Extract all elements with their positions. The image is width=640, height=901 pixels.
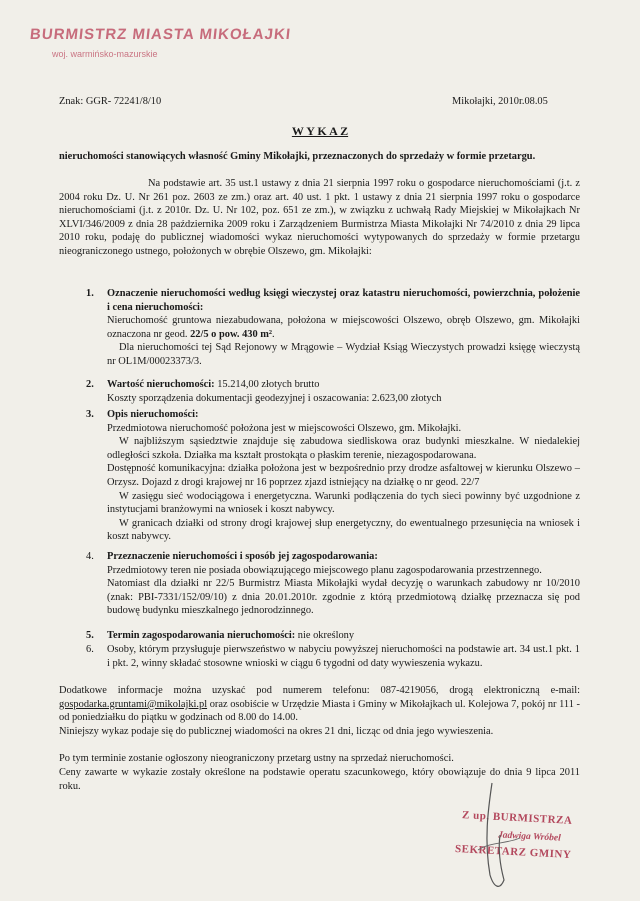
intro-paragraph: Na podstawie art. 35 ust.1 ustawy z dnia 21 sierpnia 1997 roku o gospodarce nieruchomościami (j.t. z 2004 roku Dz. U. Nr 261 poz. 2603 ze zm.) oraz art. 40 ust. 1 pkt. 1 ustawy z dnia 21 sierpnia 1997 roku o gospodarce nieruchomościami (j.t. z 2010r. Dz. U. Nr 102, poz. 651 ze zm.), w związku z uchwałą Rady Miejskiej w Mikołajkach Nr XLVI/346/2009 z dnia 28 października 2009 roku i Zarządzeniem Burmistrza Miasta Mikołajki Nr 74/2010 z dnia 29 lipca 2010 roku, podaję do publicznej wiadomości wykaz nieruchomości wytypowanych do sprzedaży w formie przetargu nieograniczonego ustnego, położonych w obrębie Olszewo, gm. Mikołajki: [59, 178, 580, 257]
footer-contact [59, 684, 580, 725]
item-3-neighbourhood: W najbliższym sąsiedztwie znajduje się zabudowa siedliskowa oraz budynki mieszkalne. W niedalekiej odległości szkoła. Działka ma kształt prostokąta o płaskim terenie, niezagospodarowana. [107, 436, 580, 461]
item-1-parcel-area: 22/5 o pow. 430 m² [190, 328, 273, 340]
item-3-location: Przedmiotowa nieruchomość położona jest w miejscowości Olszewo, gm. Mikołajki. [107, 422, 462, 434]
office-hours-text: oraz osobiście w Urzędzie Miasta i Gminy w Mikołajkach ul. Kolejowa 7, pokój nr 111 - od poniedziałku do piątku w godzinach od 8.00 do 14.00. [59, 698, 580, 724]
item-6-text: Osoby, którym przysługuje pierwszeństwo w nabyciu powyższej nieruchomości na podstawie art. 34 ust.1 pkt. 1 i pkt. 2, winny składać stosowne wnioski w ciągu 6 tygodni od daty wywieszenia wykazu. [107, 644, 580, 669]
item-3-access: Dostępność komunikacyjna: działka położona jest w bezpośrednio przy drodze asfaltowej w kierunku Olszewo –Orzysz. Dojazd z drogi krajowej nr 16 poprzez zjazd istniejący na działkę o nr geod. 22/7 [107, 463, 580, 488]
document-subtitle: nieruchomości stanowiących własność Gminy Mikołajki, przeznaczonych do sprzedaży w formie przetargu. [59, 151, 536, 162]
item-1-parcel-text: Nieruchomość gruntowa niezabudowana, położona w miejscowości Olszewo, obręb Olszewo, gm. Mikołajki oznaczona nr geod. [107, 315, 580, 340]
footer-auction-notice: Po tym terminie zostanie ogłoszony nieograniczony przetarg ustny na sprzedaż nieruchomości. [59, 753, 454, 764]
item-1-number: 1. [86, 288, 94, 299]
signature-title: Z up. BURMISTRZA [461, 809, 573, 827]
place-date: Mikołajki, 2010r.08.05 [452, 96, 548, 107]
item-6-number: 6. [86, 644, 94, 655]
footer-valuation-note: Ceny zawarte w wykazie zostały określone na podstawie operatu szacunkowego, który obowiązuje do dnia 9 lipca 2011 roku. [59, 767, 580, 792]
handwritten-signature-icon [470, 780, 530, 895]
contact-text: Dodatkowe informacje można uzyskać pod numerem telefonu: 087-4219056, drogą elektroniczną e-mail: [59, 685, 580, 696]
signature-name: Jadwiga Wróbel [497, 830, 561, 844]
item-3-power-pole: W granicach działki od strony drogi krajowej słup energetyczny, do ewentualnego przesunięcia na wniosek i koszt nabywcy. [107, 517, 580, 543]
item-1 [107, 287, 580, 369]
item-1-heading: Oznaczenie nieruchomości według księgi wieczystej oraz katastru nieruchomości, powierzchnia, położenie i cena nieruchomości: [107, 288, 580, 313]
item-2-number: 2. [86, 379, 94, 390]
item-4-number: 4. [86, 551, 94, 562]
stamp-subtitle: woj. warmińsko-mazurskie [52, 49, 158, 59]
item-3-heading: Opis nieruchomości: [107, 409, 199, 420]
item-3 [107, 408, 580, 544]
item-1-registry: Dla nieruchomości tej Sąd Rejonowy w Mrągowie – Wydział Ksiąg Wieczystych prowadzi księgę wieczystą nr OL1M/00023373/3. [107, 342, 580, 367]
item-4 [107, 550, 580, 618]
item-4-heading: Przeznaczenie nieruchomości i sposób jej zagospodarowania: [107, 551, 378, 562]
email-link[interactable]: gospodarka.gruntami@mikolajki.pl [59, 698, 208, 710]
item-4-decision: Natomiast dla działki nr 22/5 Burmistrz Miasta Mikołajki wydał decyzję o warunkach zabudowy nr 10/2010 (znak: PBI-7331/152/09/10) z dnia 20.01.2010r. zgodnie z którą przedmiotową działkę przeznacza się pod budowę budynku mieszkalnego jednorodzinnego. [107, 578, 580, 617]
item-5-value: nie określony [295, 630, 355, 641]
footer-posting-period: Niniejszy wykaz podaje się do publicznej wiadomości na okres 21 dni, licząc od dnia jego wywieszenia. [59, 726, 494, 737]
item-5-heading: Termin zagospodarowania nieruchomości: [107, 630, 296, 641]
document-title: W Y K A Z [291, 124, 349, 138]
item-2-value: 15.214,00 złotych brutto [214, 379, 320, 390]
reference-number: Znak: GGR- 72241/8/10 [59, 96, 162, 107]
item-5 [107, 629, 580, 643]
official-stamp [30, 26, 291, 59]
item-1-text: Nieruchomość gruntowa niezabudowana, położona w miejscowości Olszewo, obręb Olszewo, gm. Mikołajki oznaczona nr geod. 22/5 o pow. 430 m². [107, 315, 580, 340]
item-5-number: 5. [86, 630, 94, 641]
stamp-title: BURMISTRZ MIASTA MIKOŁAJKI [29, 26, 292, 43]
item-3-utilities: W zasięgu sieć wodociągowa i energetyczna. Warunki podłączenia do tych sieci powinny być uzgodnione z instytucjami branżowymi na wniosek i koszt nabywcy. [107, 490, 580, 516]
item-2 [107, 378, 580, 405]
item-2-heading: Wartość nieruchomości: [107, 379, 215, 390]
signature-role: SEKRETARZ GMINY [454, 842, 572, 862]
item-3-number: 3. [86, 409, 94, 420]
item-2-costs: Koszty sporządzenia dokumentacji geodezyjnej i oszacowania: 2.623,00 złotych [107, 392, 442, 404]
item-4-plan: Przedmiotowy teren nie posiada obowiązującego miejscowego planu zagospodarowania przestrzennego. [107, 564, 542, 576]
